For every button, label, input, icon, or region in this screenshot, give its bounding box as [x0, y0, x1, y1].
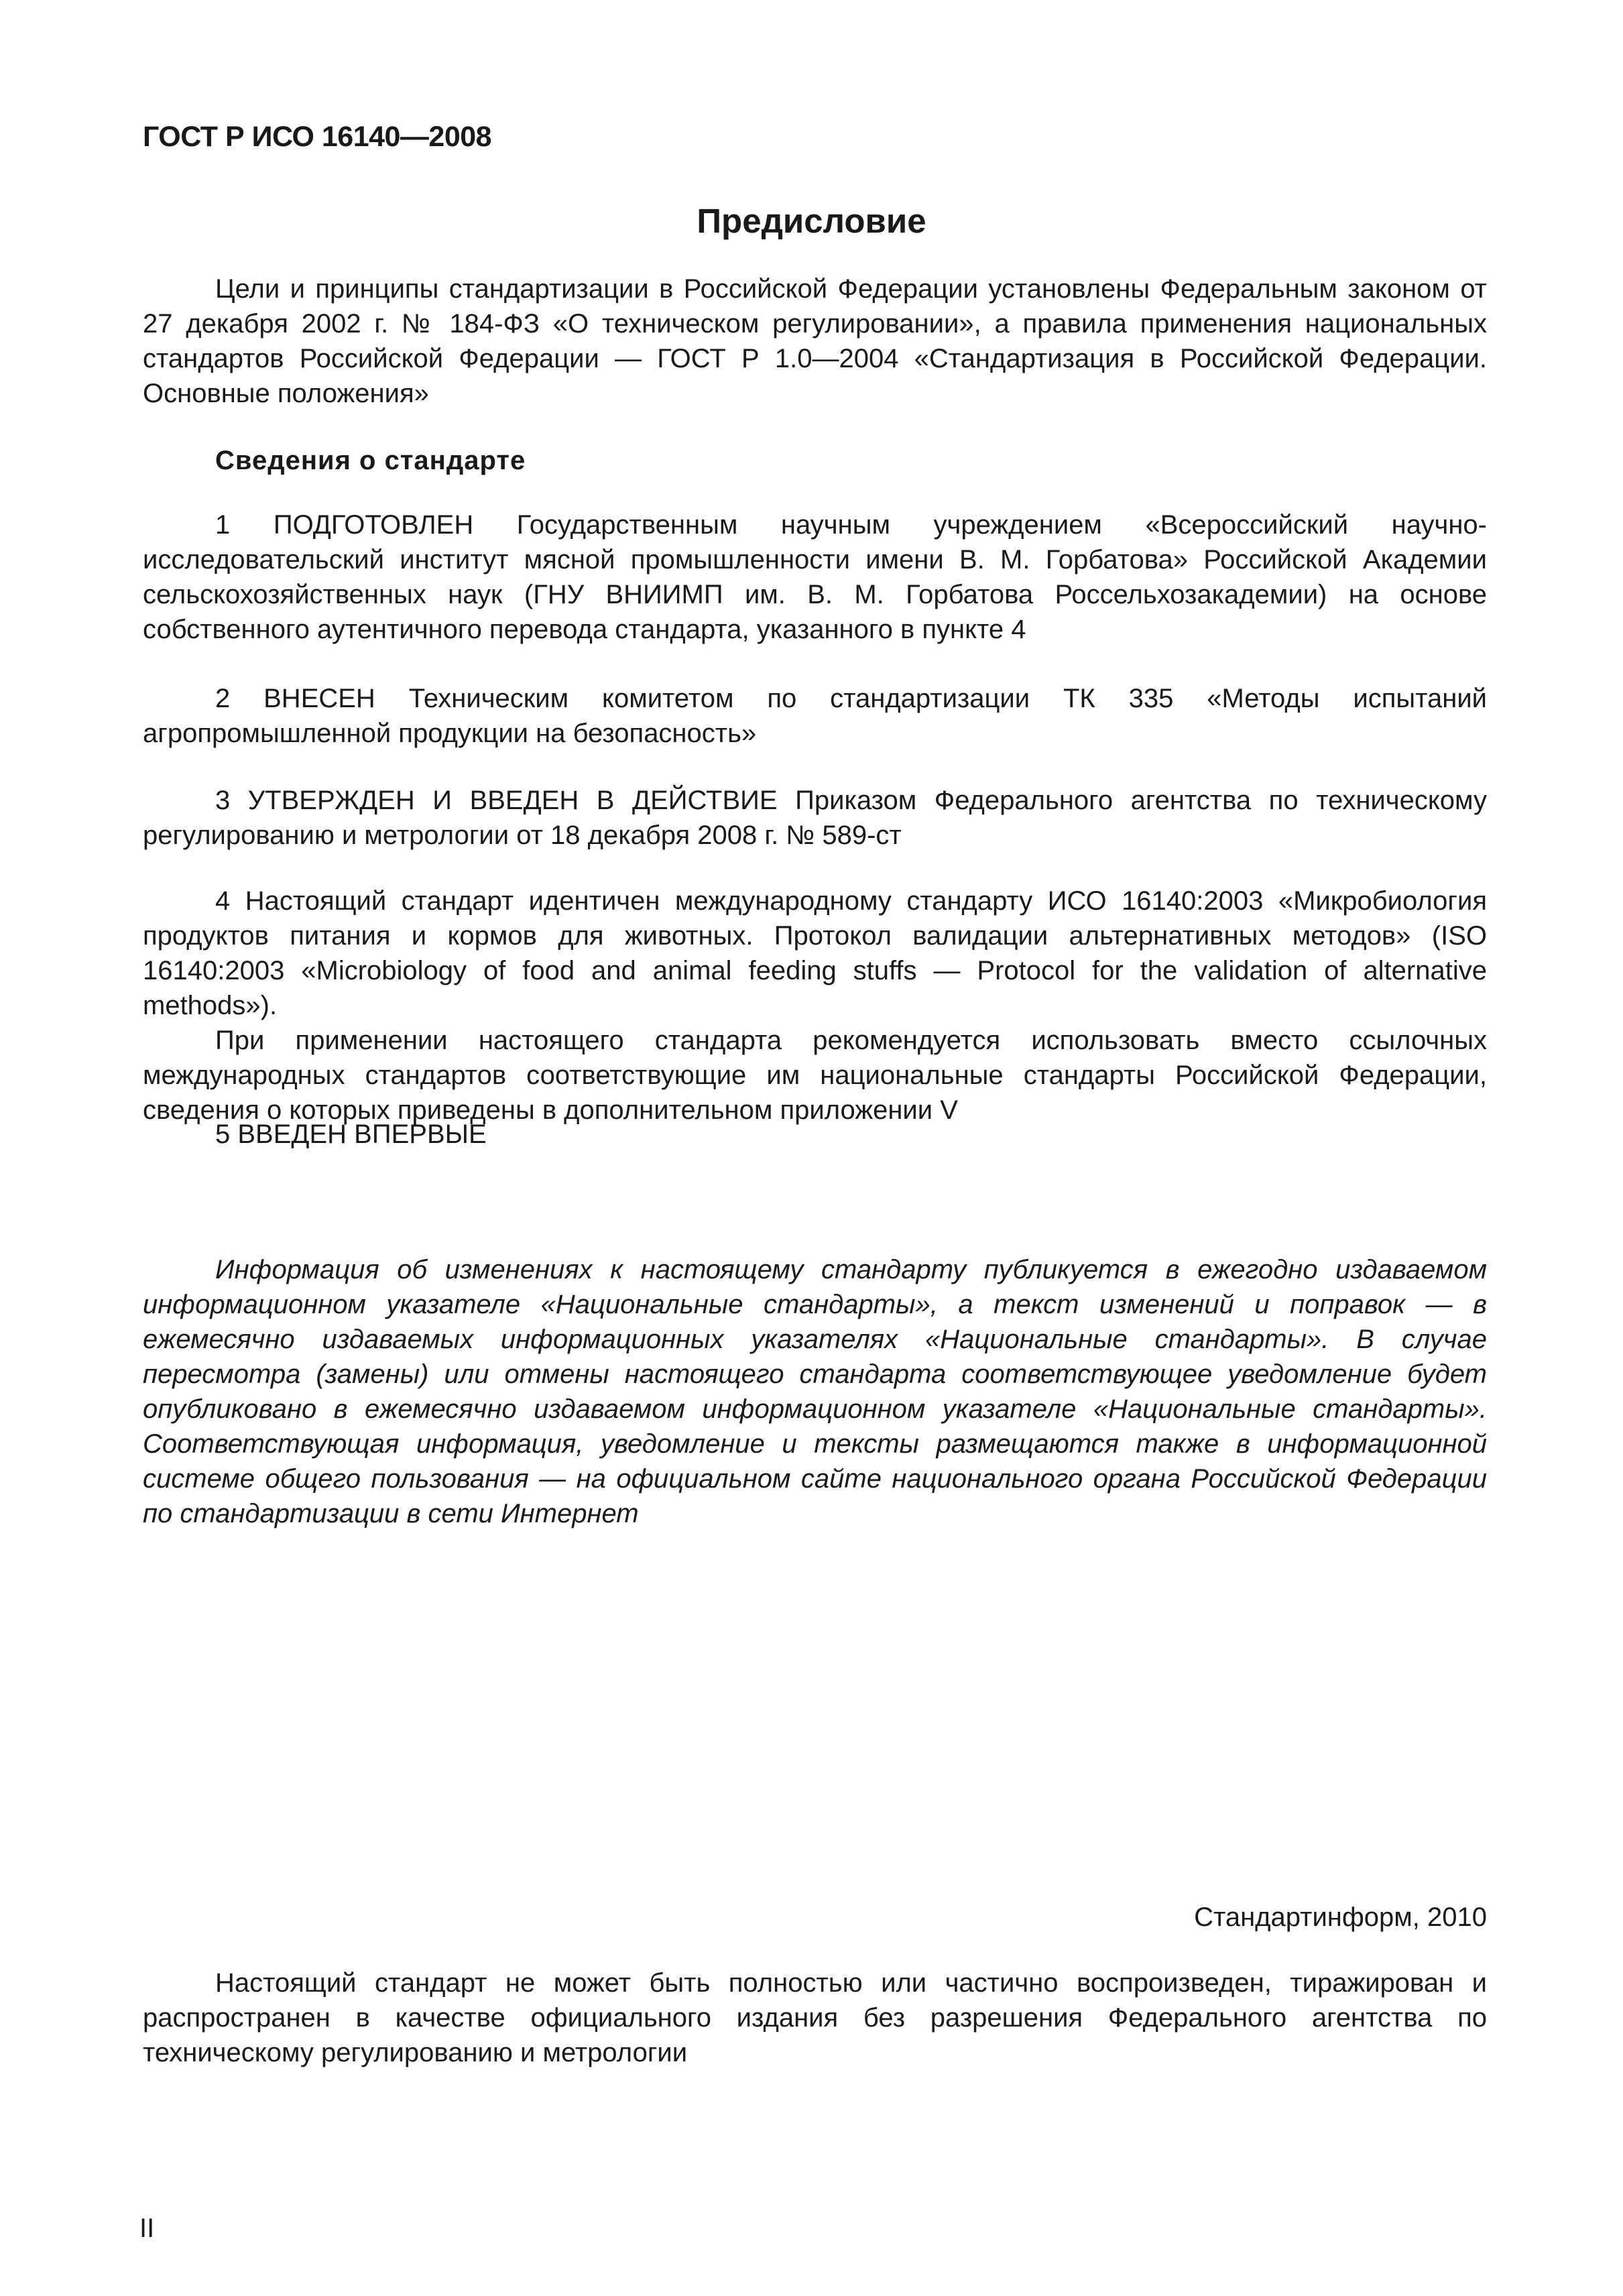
item-1	[143, 507, 1487, 647]
change-notice-text: Информация об изменениях к настоящему стандарту публикуется в ежегодно издаваемом информационном указателе «Национальные стандарты», а текст изменений и поправок — в ежемесячно издаваемых информационных указателях «Национальные стандарты». В случае пересмотра (замены) или отмены настоящего стандарта соответствующее уведомление будет опубликовано в ежемесячно издаваемом информационном указателе «Национальные стандарты». Соответствующая информация, уведомление и тексты размещаются также в информационной системе общего пользования — на официальном сайте национального органа Российской Федерации по стандартизации в сети Интернет	[143, 1255, 1487, 1528]
item-4	[143, 884, 1487, 1128]
item-5: 5 ВВЕДЕН ВПЕРВЫЕ	[215, 1120, 487, 1149]
document-code: ГОСТ Р ИСО 16140—2008	[143, 121, 492, 153]
copyright-notice	[143, 1966, 1487, 2070]
intro-text: Цели и принципы стандартизации в Российской Федерации установлены Федеральным законом от 27 декабря 2002 г. № 184-ФЗ «О техническом регулировании», а правила применения национальных стандартов Российской Федерации — ГОСТ Р 1.0—2004 «Стандартизация в Российской Федерации. Основные положения»	[143, 274, 1487, 408]
item-3-text: 3 УТВЕРЖДЕН И ВВЕДЕН В ДЕЙСТВИЕ Приказом Федерального агентства по техническому регулированию и метрологии от 18 декабря 2008 г. № 589-ст	[143, 786, 1487, 850]
page-number: II	[139, 2214, 155, 2243]
page-title: Предисловие	[697, 202, 926, 240]
intro-paragraph	[143, 271, 1487, 411]
item-1-text: 1 ПОДГОТОВЛЕН Государственным научным учреждением «Всероссийский научно-исследовательский институт мясной промышленности имени В. М. Горбатова» Российской Академии сельскохозяйственных наук (ГНУ ВНИИМП им. В. М. Горбатова Россельхозакадемии) на основе собственного аутентичного перевода стандарта, указанного в пункте 4	[143, 510, 1487, 644]
item-2	[143, 681, 1487, 751]
copyright-text: Настоящий стандарт не может быть полностью или частично воспроизведен, тиражирован и распространен в качестве официального издания без разрешения Федерального агентства по техническому регулированию и метрологии	[143, 1968, 1487, 2067]
info-heading: Сведения о стандарте	[215, 446, 526, 475]
item-2-text: 2 ВНЕСЕН Техническим комитетом по стандартизации ТК 335 «Методы испытаний агропромышленной продукции на безопасность»	[143, 684, 1487, 748]
item-4-text: 4 Настоящий стандарт идентичен международному стандарту ИСО 16140:2003 «Микробиология продуктов питания и кормов для животных. Протокол валидации альтернативных методов» (ISO 16140:2003 «Microbiology of food and animal feeding stuffs — Protocol for the validation of alternative methods»).	[143, 886, 1487, 1020]
item-4-note: При применении настоящего стандарта рекомендуется использовать вместо ссылочных международных стандартов соответствующие им национальные стандарты Российской Федерации, сведения о которых приведены в дополнительном приложении V	[143, 1026, 1487, 1125]
item-3	[143, 783, 1487, 853]
change-notice	[143, 1252, 1487, 1531]
publisher-line: Стандартинформ, 2010	[1194, 1902, 1487, 1932]
